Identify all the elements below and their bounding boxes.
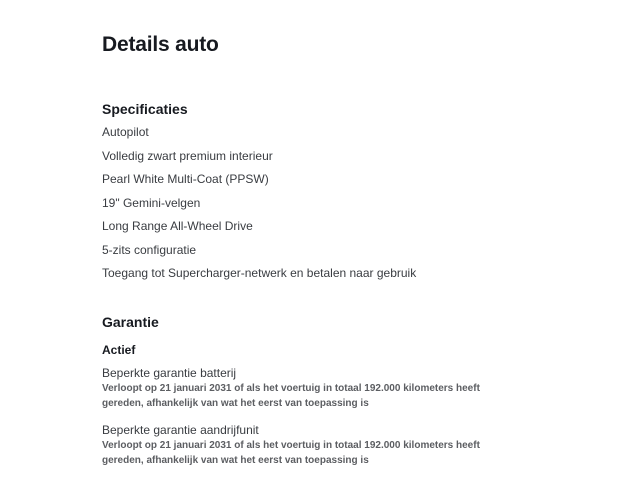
warranty-item-description: Verloopt op 21 januari 2031 of als het voertuig in totaal 192.000 kilometers heeft gereden, afhankelijk van wat het eerst van toepassing is (102, 440, 480, 466)
warranty-item-battery (102, 365, 502, 411)
specifications-heading: Specificaties (102, 101, 188, 117)
spec-item-paint: Pearl White Multi-Coat (PPSW) (102, 172, 269, 186)
warranty-item-drive-unit (102, 422, 502, 468)
warranty-item-name: Beperkte garantie batterij (102, 366, 237, 380)
warranty-item-name: Beperkte garantie aandrijfunit (102, 423, 259, 437)
spec-item-drivetrain: Long Range All-Wheel Drive (102, 219, 253, 233)
warranty-item-description: Verloopt op 21 januari 2031 of als het voertuig in totaal 192.000 kilometers heeft gereden, afhankelijk van wat het eerst van toepassing is (102, 383, 480, 409)
spec-item-supercharging: Toegang tot Supercharger-netwerk en betalen naar gebruik (102, 266, 417, 280)
spec-item-interior: Volledig zwart premium interieur (102, 148, 273, 163)
specifications-list (102, 124, 416, 289)
spec-item-wheels: 19" Gemini-velgen (102, 195, 201, 210)
warranty-status-label: Actief (102, 343, 136, 357)
spec-item-seating: 5-zits configuratie (102, 242, 197, 257)
page-title: Details auto (102, 33, 219, 56)
warranty-heading: Garantie (102, 314, 159, 330)
spec-item-autopilot: Autopilot (102, 125, 149, 139)
